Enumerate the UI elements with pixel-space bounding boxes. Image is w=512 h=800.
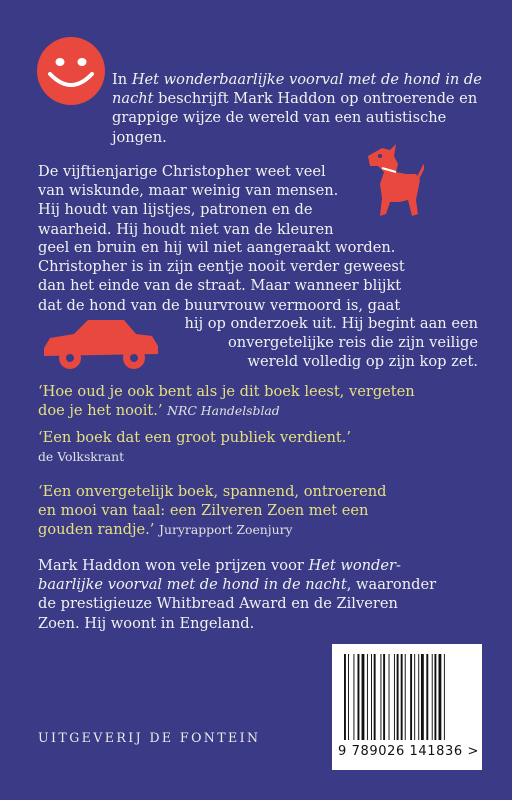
story-line: wereld volledig op zijn kop zet.	[247, 353, 478, 371]
author-book-title: baarlijke voorval met de hond in de nacht	[38, 576, 347, 594]
barcode-bar	[344, 654, 346, 740]
quote-text: ‘Hoe oud je ook bent als je dit boek leest, vergeten	[38, 383, 415, 400]
author-text: , waaronder	[346, 576, 437, 594]
author-text: Zoen. Hij woont in Engeland.	[38, 614, 255, 632]
quote-source: NRC Handelsblad	[167, 403, 280, 419]
story-paragraph-cont	[38, 238, 488, 315]
story-line: van wiskunde, maar weinig van mensen.	[38, 182, 339, 200]
quote-text: ‘Een onvergetelijk boek, spannend, ontroerend	[38, 483, 387, 500]
barcode-bar	[432, 654, 433, 740]
barcode-bar	[374, 654, 376, 740]
barcode-bar	[367, 654, 368, 740]
barcode-bar	[358, 654, 360, 740]
quote-zoenjury	[38, 482, 498, 540]
story-paragraph	[38, 162, 368, 239]
intro-rest: beschrijft Mark Haddon op ontroerende en grappige wijze de wereld van een autistische jongen.	[112, 90, 478, 146]
barcode-bar	[434, 654, 436, 740]
barcode-bar	[389, 654, 390, 740]
barcode-bar	[444, 654, 445, 740]
barcode-bar	[383, 654, 385, 740]
story-line: Hij houdt van lijstjes, patronen en de	[38, 201, 313, 219]
intro-paragraph	[112, 70, 492, 147]
quote-source: de Volkskrant	[38, 449, 125, 465]
publisher-name: UITGEVERIJ DE FONTEIN	[38, 730, 261, 745]
story-line: waarheid. Hij houdt niet van de kleuren	[38, 220, 334, 238]
intro-lead: In	[112, 71, 132, 88]
barcode-bar	[371, 654, 372, 740]
story-line: dat de hond van de buurvrouw vermoord is, gaat	[38, 296, 401, 314]
story-line: hij op onderzoek uit. Hij begint aan een	[184, 315, 478, 332]
barcode	[332, 644, 482, 770]
barcode-bar	[439, 654, 442, 740]
author-text: Mark Haddon won vele prijzen voor	[38, 557, 309, 574]
barcode-bar	[405, 654, 406, 740]
barcode-bar	[348, 654, 349, 740]
author-book-title: Het wonder-	[308, 557, 401, 574]
story-line: dan het einde van de straat. Maar wanneer blijkt	[38, 277, 402, 295]
barcode-bar	[394, 654, 395, 740]
quote-text: en mooi van taal: een Zilveren Zoen met een	[38, 502, 369, 520]
barcode-bar	[418, 654, 419, 740]
story-line: De vijftienjarige Christopher weet veel	[38, 163, 326, 180]
story-line: onvergetelijke reis die zijn veilige	[228, 334, 478, 352]
barcode-bar	[397, 654, 399, 740]
quote-source: Juryrapport Zoenjury	[159, 522, 293, 538]
barcode-bar	[401, 654, 403, 740]
barcode-digits: 9 789026 141836 >	[338, 744, 480, 759]
author-text: de prestigieuze Whitbread Award en de Zilveren	[38, 595, 398, 613]
author-paragraph	[38, 556, 498, 633]
barcode-bar	[426, 654, 428, 740]
barcode-bar	[410, 654, 412, 740]
quote-text: ‘Een boek dat een groot publiek verdient.’	[38, 429, 352, 446]
dog-icon	[360, 136, 424, 218]
barcode-bar	[380, 654, 381, 740]
quote-nrc	[38, 382, 498, 420]
car-icon	[40, 314, 160, 372]
barcode-bar	[421, 654, 424, 740]
smiley-face-icon	[36, 36, 106, 106]
barcode-bars	[344, 654, 470, 740]
story-paragraph-end	[168, 314, 478, 372]
barcode-bar	[362, 654, 365, 740]
story-line: geel en bruin en hij wil niet aangeraakt worden.	[38, 239, 396, 256]
barcode-bar	[414, 654, 415, 740]
story-line: Christopher is in zijn eentje nooit verder geweest	[38, 258, 405, 276]
quote-text: gouden randje.’	[38, 521, 155, 539]
intro-book-title: Het wonderbaarlijke voorval met de hond in de nacht	[112, 71, 482, 108]
quote-text: doe je het nooit.’	[38, 402, 163, 420]
quote-volkskrant	[38, 428, 498, 466]
barcode-bar	[353, 654, 354, 740]
